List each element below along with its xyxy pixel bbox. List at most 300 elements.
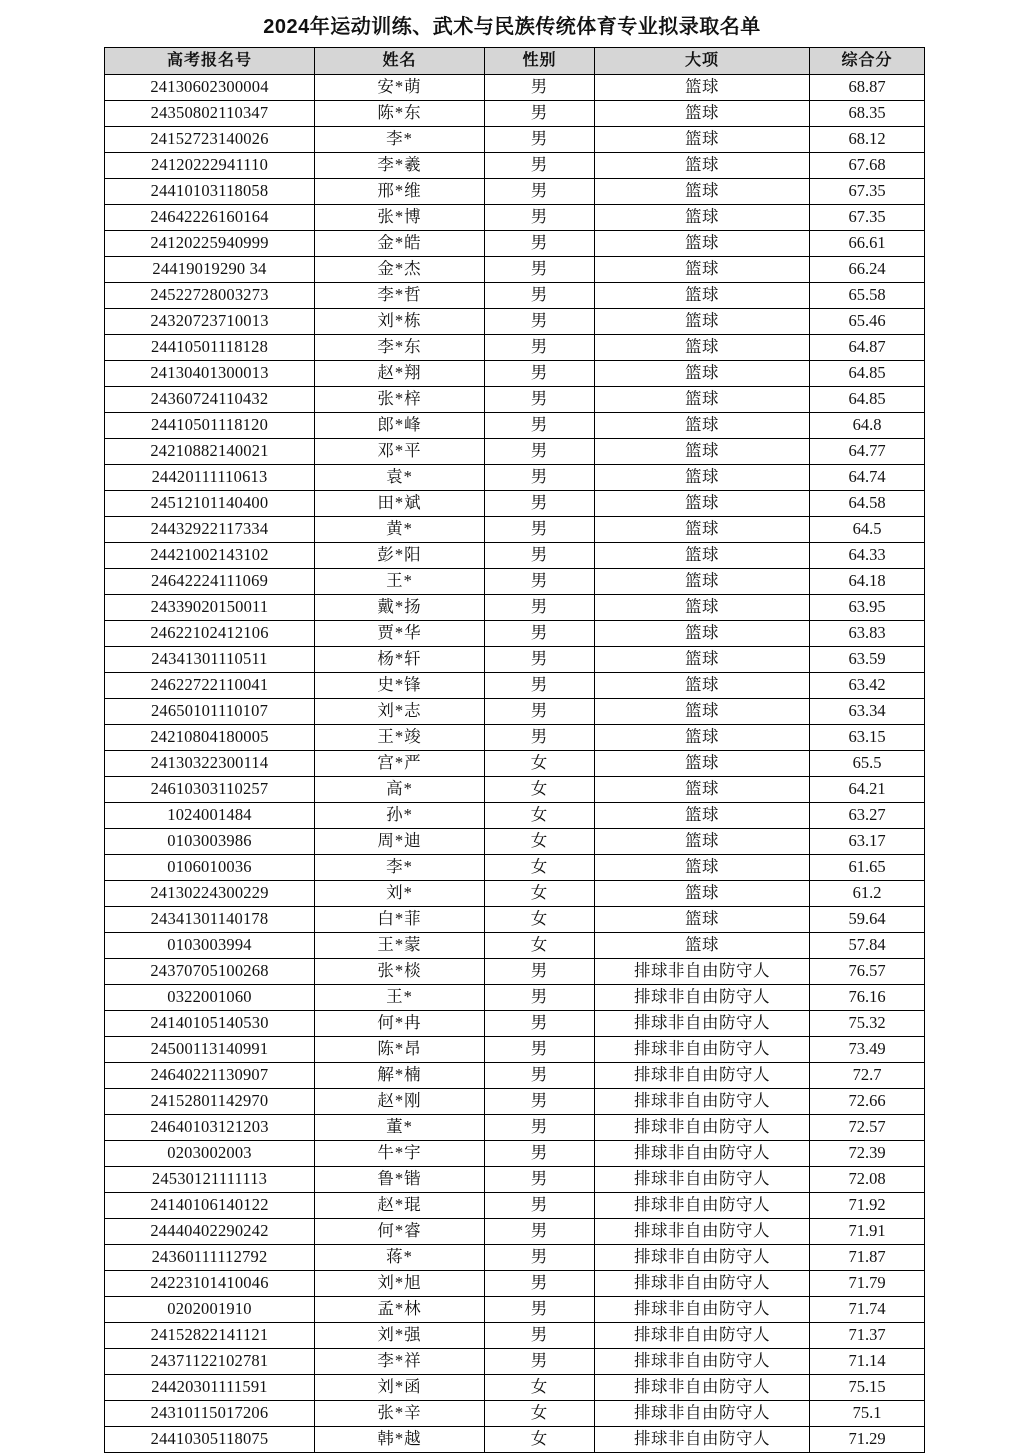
cell-exam-number: 24650101110107 bbox=[105, 699, 315, 725]
cell-event: 篮球 bbox=[595, 283, 810, 309]
cell-exam-number: 24410501118128 bbox=[105, 335, 315, 361]
cell-name: 李*东 bbox=[315, 335, 485, 361]
cell-exam-number: 24152801142970 bbox=[105, 1089, 315, 1115]
cell-gender: 男 bbox=[485, 283, 595, 309]
cell-gender: 男 bbox=[485, 699, 595, 725]
table-header-row bbox=[105, 48, 925, 75]
cell-exam-number: 24410305118075 bbox=[105, 1427, 315, 1453]
cell-score: 71.91 bbox=[810, 1219, 925, 1245]
cell-score: 66.61 bbox=[810, 231, 925, 257]
cell-exam-number: 24522728003273 bbox=[105, 283, 315, 309]
cell-event: 排球非自由防守人 bbox=[595, 1271, 810, 1297]
cell-gender: 男 bbox=[485, 179, 595, 205]
cell-gender: 男 bbox=[485, 569, 595, 595]
cell-event: 篮球 bbox=[595, 205, 810, 231]
cell-score: 71.74 bbox=[810, 1297, 925, 1323]
cell-gender: 男 bbox=[485, 647, 595, 673]
cell-event: 篮球 bbox=[595, 621, 810, 647]
table-row bbox=[105, 647, 925, 673]
cell-name: 陈*昂 bbox=[315, 1037, 485, 1063]
table-row bbox=[105, 829, 925, 855]
table-row bbox=[105, 855, 925, 881]
cell-name: 李*祥 bbox=[315, 1349, 485, 1375]
table-row bbox=[105, 1297, 925, 1323]
cell-exam-number: 24140105140530 bbox=[105, 1011, 315, 1037]
cell-event: 排球非自由防守人 bbox=[595, 1011, 810, 1037]
table-row bbox=[105, 465, 925, 491]
cell-event: 篮球 bbox=[595, 361, 810, 387]
cell-name: 张*棪 bbox=[315, 959, 485, 985]
table-row bbox=[105, 1323, 925, 1349]
cell-score: 63.34 bbox=[810, 699, 925, 725]
cell-gender: 男 bbox=[485, 1141, 595, 1167]
cell-gender: 男 bbox=[485, 1167, 595, 1193]
cell-gender: 男 bbox=[485, 1089, 595, 1115]
cell-exam-number: 24640103121203 bbox=[105, 1115, 315, 1141]
cell-gender: 女 bbox=[485, 933, 595, 959]
cell-event: 篮球 bbox=[595, 933, 810, 959]
table-row bbox=[105, 621, 925, 647]
table-row bbox=[105, 361, 925, 387]
cell-score: 72.66 bbox=[810, 1089, 925, 1115]
cell-event: 篮球 bbox=[595, 569, 810, 595]
cell-event: 篮球 bbox=[595, 387, 810, 413]
table-row bbox=[105, 179, 925, 205]
cell-name: 高* bbox=[315, 777, 485, 803]
cell-gender: 男 bbox=[485, 465, 595, 491]
cell-gender: 女 bbox=[485, 881, 595, 907]
roster-table bbox=[104, 47, 925, 1453]
cell-gender: 男 bbox=[485, 335, 595, 361]
cell-score: 64.85 bbox=[810, 387, 925, 413]
cell-exam-number: 24420301111591 bbox=[105, 1375, 315, 1401]
cell-score: 66.24 bbox=[810, 257, 925, 283]
cell-event: 篮球 bbox=[595, 647, 810, 673]
cell-name: 刘* bbox=[315, 881, 485, 907]
cell-score: 75.32 bbox=[810, 1011, 925, 1037]
cell-name: 王* bbox=[315, 985, 485, 1011]
cell-exam-number: 24420111110613 bbox=[105, 465, 315, 491]
cell-exam-number: 24370705100268 bbox=[105, 959, 315, 985]
cell-exam-number: 24341301110511 bbox=[105, 647, 315, 673]
cell-exam-number: 24642224111069 bbox=[105, 569, 315, 595]
cell-event: 篮球 bbox=[595, 257, 810, 283]
cell-score: 63.42 bbox=[810, 673, 925, 699]
table-row bbox=[105, 777, 925, 803]
table-row bbox=[105, 1115, 925, 1141]
cell-name: 张*博 bbox=[315, 205, 485, 231]
cell-name: 周*迪 bbox=[315, 829, 485, 855]
cell-exam-number: 24432922117334 bbox=[105, 517, 315, 543]
cell-event: 篮球 bbox=[595, 543, 810, 569]
table-row bbox=[105, 517, 925, 543]
cell-gender: 男 bbox=[485, 1297, 595, 1323]
cell-score: 73.49 bbox=[810, 1037, 925, 1063]
cell-exam-number: 24640221130907 bbox=[105, 1063, 315, 1089]
table-row bbox=[105, 751, 925, 777]
cell-gender: 女 bbox=[485, 907, 595, 933]
cell-gender: 女 bbox=[485, 829, 595, 855]
cell-event: 排球非自由防守人 bbox=[595, 1193, 810, 1219]
cell-score: 67.35 bbox=[810, 205, 925, 231]
cell-event: 排球非自由防守人 bbox=[595, 1375, 810, 1401]
table-row bbox=[105, 1193, 925, 1219]
cell-event: 篮球 bbox=[595, 881, 810, 907]
table-row bbox=[105, 335, 925, 361]
cell-exam-number: 0202001910 bbox=[105, 1297, 315, 1323]
table-row bbox=[105, 439, 925, 465]
cell-gender: 男 bbox=[485, 959, 595, 985]
cell-name: 孟*林 bbox=[315, 1297, 485, 1323]
cell-score: 64.21 bbox=[810, 777, 925, 803]
cell-score: 72.39 bbox=[810, 1141, 925, 1167]
cell-gender: 男 bbox=[485, 1115, 595, 1141]
table-row bbox=[105, 127, 925, 153]
cell-exam-number: 0103003986 bbox=[105, 829, 315, 855]
cell-event: 篮球 bbox=[595, 75, 810, 101]
table-row bbox=[105, 699, 925, 725]
table-row bbox=[105, 387, 925, 413]
cell-name: 金*杰 bbox=[315, 257, 485, 283]
cell-gender: 男 bbox=[485, 413, 595, 439]
cell-event: 篮球 bbox=[595, 335, 810, 361]
cell-score: 68.12 bbox=[810, 127, 925, 153]
cell-gender: 男 bbox=[485, 673, 595, 699]
cell-score: 76.57 bbox=[810, 959, 925, 985]
cell-event: 排球非自由防守人 bbox=[595, 1401, 810, 1427]
cell-name: 张*梓 bbox=[315, 387, 485, 413]
table-row bbox=[105, 907, 925, 933]
cell-score: 71.92 bbox=[810, 1193, 925, 1219]
cell-score: 64.8 bbox=[810, 413, 925, 439]
roster-table-container bbox=[0, 47, 1024, 1453]
cell-event: 篮球 bbox=[595, 595, 810, 621]
cell-event: 篮球 bbox=[595, 855, 810, 881]
cell-gender: 男 bbox=[485, 621, 595, 647]
cell-event: 篮球 bbox=[595, 127, 810, 153]
table-row bbox=[105, 959, 925, 985]
cell-exam-number: 24642226160164 bbox=[105, 205, 315, 231]
cell-gender: 男 bbox=[485, 543, 595, 569]
cell-name: 袁* bbox=[315, 465, 485, 491]
table-row bbox=[105, 1245, 925, 1271]
cell-name: 刘*志 bbox=[315, 699, 485, 725]
cell-name: 王* bbox=[315, 569, 485, 595]
cell-gender: 男 bbox=[485, 257, 595, 283]
cell-exam-number: 24310115017206 bbox=[105, 1401, 315, 1427]
cell-score: 57.84 bbox=[810, 933, 925, 959]
table-row bbox=[105, 231, 925, 257]
cell-exam-number: 24419019290 34 bbox=[105, 257, 315, 283]
cell-score: 71.87 bbox=[810, 1245, 925, 1271]
cell-name: 解*楠 bbox=[315, 1063, 485, 1089]
page-title: 2024年运动训练、武术与民族传统体育专业拟录取名单 bbox=[263, 16, 761, 38]
cell-score: 65.58 bbox=[810, 283, 925, 309]
cell-gender: 男 bbox=[485, 985, 595, 1011]
cell-gender: 男 bbox=[485, 1011, 595, 1037]
cell-gender: 男 bbox=[485, 205, 595, 231]
cell-name: 戴*扬 bbox=[315, 595, 485, 621]
cell-exam-number: 24341301140178 bbox=[105, 907, 315, 933]
cell-gender: 男 bbox=[485, 595, 595, 621]
cell-event: 篮球 bbox=[595, 907, 810, 933]
cell-event: 篮球 bbox=[595, 725, 810, 751]
table-row bbox=[105, 1037, 925, 1063]
cell-gender: 女 bbox=[485, 1427, 595, 1453]
cell-event: 排球非自由防守人 bbox=[595, 1115, 810, 1141]
cell-exam-number: 24210882140021 bbox=[105, 439, 315, 465]
cell-exam-number: 24350802110347 bbox=[105, 101, 315, 127]
cell-event: 篮球 bbox=[595, 829, 810, 855]
cell-name: 刘*栋 bbox=[315, 309, 485, 335]
cell-event: 篮球 bbox=[595, 777, 810, 803]
table-row bbox=[105, 491, 925, 517]
cell-exam-number: 24610303110257 bbox=[105, 777, 315, 803]
cell-name: 李* bbox=[315, 855, 485, 881]
cell-score: 72.57 bbox=[810, 1115, 925, 1141]
cell-exam-number: 24210804180005 bbox=[105, 725, 315, 751]
cell-name: 杨*轩 bbox=[315, 647, 485, 673]
cell-score: 71.79 bbox=[810, 1271, 925, 1297]
cell-exam-number: 24130401300013 bbox=[105, 361, 315, 387]
cell-gender: 男 bbox=[485, 1037, 595, 1063]
table-row bbox=[105, 1349, 925, 1375]
cell-exam-number: 24223101410046 bbox=[105, 1271, 315, 1297]
cell-name: 安*萌 bbox=[315, 75, 485, 101]
cell-name: 王*竣 bbox=[315, 725, 485, 751]
cell-name: 赵*刚 bbox=[315, 1089, 485, 1115]
cell-name: 宫*严 bbox=[315, 751, 485, 777]
cell-name: 韩*越 bbox=[315, 1427, 485, 1453]
cell-score: 64.87 bbox=[810, 335, 925, 361]
cell-exam-number: 0103003994 bbox=[105, 933, 315, 959]
cell-score: 68.87 bbox=[810, 75, 925, 101]
cell-name: 何*睿 bbox=[315, 1219, 485, 1245]
cell-score: 75.15 bbox=[810, 1375, 925, 1401]
table-row bbox=[105, 1011, 925, 1037]
cell-event: 排球非自由防守人 bbox=[595, 959, 810, 985]
cell-event: 排球非自由防守人 bbox=[595, 1297, 810, 1323]
cell-name: 赵*琨 bbox=[315, 1193, 485, 1219]
cell-event: 篮球 bbox=[595, 517, 810, 543]
table-row bbox=[105, 75, 925, 101]
cell-gender: 女 bbox=[485, 1401, 595, 1427]
cell-exam-number: 24130322300114 bbox=[105, 751, 315, 777]
cell-name: 李*羲 bbox=[315, 153, 485, 179]
table-row bbox=[105, 933, 925, 959]
table-row bbox=[105, 1089, 925, 1115]
cell-gender: 男 bbox=[485, 231, 595, 257]
cell-name: 彭*阳 bbox=[315, 543, 485, 569]
table-row bbox=[105, 1271, 925, 1297]
cell-exam-number: 24360111112792 bbox=[105, 1245, 315, 1271]
table-row bbox=[105, 673, 925, 699]
cell-score: 64.74 bbox=[810, 465, 925, 491]
cell-event: 篮球 bbox=[595, 101, 810, 127]
cell-score: 64.18 bbox=[810, 569, 925, 595]
table-row bbox=[105, 985, 925, 1011]
cell-name: 张*辛 bbox=[315, 1401, 485, 1427]
cell-gender: 男 bbox=[485, 309, 595, 335]
table-row bbox=[105, 803, 925, 829]
cell-gender: 男 bbox=[485, 439, 595, 465]
cell-event: 篮球 bbox=[595, 413, 810, 439]
cell-exam-number: 24140106140122 bbox=[105, 1193, 315, 1219]
cell-score: 65.5 bbox=[810, 751, 925, 777]
cell-name: 赵*翔 bbox=[315, 361, 485, 387]
cell-event: 排球非自由防守人 bbox=[595, 1037, 810, 1063]
cell-gender: 男 bbox=[485, 127, 595, 153]
cell-score: 71.29 bbox=[810, 1427, 925, 1453]
cell-name: 金*皓 bbox=[315, 231, 485, 257]
cell-exam-number: 24410103118058 bbox=[105, 179, 315, 205]
cell-gender: 男 bbox=[485, 153, 595, 179]
column-header-score: 综合分 bbox=[810, 48, 925, 75]
cell-score: 76.16 bbox=[810, 985, 925, 1011]
cell-gender: 男 bbox=[485, 1349, 595, 1375]
cell-score: 65.46 bbox=[810, 309, 925, 335]
cell-exam-number: 24410501118120 bbox=[105, 413, 315, 439]
cell-score: 61.65 bbox=[810, 855, 925, 881]
cell-event: 篮球 bbox=[595, 153, 810, 179]
cell-name: 王*蒙 bbox=[315, 933, 485, 959]
cell-name: 田*斌 bbox=[315, 491, 485, 517]
cell-exam-number: 24371122102781 bbox=[105, 1349, 315, 1375]
table-row bbox=[105, 881, 925, 907]
cell-name: 李*哲 bbox=[315, 283, 485, 309]
cell-name: 李* bbox=[315, 127, 485, 153]
cell-name: 邓*平 bbox=[315, 439, 485, 465]
cell-exam-number: 24622102412106 bbox=[105, 621, 315, 647]
cell-exam-number: 24152723140026 bbox=[105, 127, 315, 153]
cell-event: 篮球 bbox=[595, 439, 810, 465]
cell-name: 贾*华 bbox=[315, 621, 485, 647]
cell-exam-number: 24512101140400 bbox=[105, 491, 315, 517]
cell-name: 刘*强 bbox=[315, 1323, 485, 1349]
cell-name: 史*锋 bbox=[315, 673, 485, 699]
cell-score: 63.27 bbox=[810, 803, 925, 829]
cell-score: 61.2 bbox=[810, 881, 925, 907]
cell-name: 黄* bbox=[315, 517, 485, 543]
cell-gender: 男 bbox=[485, 517, 595, 543]
column-header-gender: 性别 bbox=[485, 48, 595, 75]
cell-score: 63.83 bbox=[810, 621, 925, 647]
cell-event: 排球非自由防守人 bbox=[595, 1219, 810, 1245]
column-header-exam-number: 高考报名号 bbox=[105, 48, 315, 75]
cell-score: 59.64 bbox=[810, 907, 925, 933]
table-row bbox=[105, 543, 925, 569]
cell-exam-number: 24130602300004 bbox=[105, 75, 315, 101]
cell-gender: 男 bbox=[485, 1323, 595, 1349]
table-row bbox=[105, 1167, 925, 1193]
cell-exam-number: 0322001060 bbox=[105, 985, 315, 1011]
cell-score: 71.37 bbox=[810, 1323, 925, 1349]
table-row bbox=[105, 1375, 925, 1401]
table-body bbox=[105, 75, 925, 1453]
cell-event: 排球非自由防守人 bbox=[595, 1427, 810, 1453]
cell-gender: 女 bbox=[485, 777, 595, 803]
cell-gender: 男 bbox=[485, 725, 595, 751]
table-header bbox=[105, 48, 925, 75]
cell-name: 郎*峰 bbox=[315, 413, 485, 439]
cell-gender: 男 bbox=[485, 1063, 595, 1089]
cell-event: 篮球 bbox=[595, 465, 810, 491]
cell-name: 董* bbox=[315, 1115, 485, 1141]
cell-event: 篮球 bbox=[595, 231, 810, 257]
cell-score: 64.77 bbox=[810, 439, 925, 465]
cell-name: 刘*函 bbox=[315, 1375, 485, 1401]
cell-score: 63.17 bbox=[810, 829, 925, 855]
cell-exam-number: 24622722110041 bbox=[105, 673, 315, 699]
cell-event: 排球非自由防守人 bbox=[595, 985, 810, 1011]
cell-exam-number: 24320723710013 bbox=[105, 309, 315, 335]
table-row bbox=[105, 1141, 925, 1167]
cell-exam-number: 1024001484 bbox=[105, 803, 315, 829]
cell-gender: 男 bbox=[485, 1193, 595, 1219]
cell-event: 篮球 bbox=[595, 673, 810, 699]
table-row bbox=[105, 1219, 925, 1245]
cell-gender: 男 bbox=[485, 387, 595, 413]
cell-exam-number: 24120222941110 bbox=[105, 153, 315, 179]
cell-score: 64.85 bbox=[810, 361, 925, 387]
cell-score: 72.08 bbox=[810, 1167, 925, 1193]
cell-event: 排球非自由防守人 bbox=[595, 1167, 810, 1193]
cell-name: 鲁*锴 bbox=[315, 1167, 485, 1193]
table-row bbox=[105, 1063, 925, 1089]
cell-exam-number: 24440402290242 bbox=[105, 1219, 315, 1245]
cell-event: 篮球 bbox=[595, 803, 810, 829]
cell-name: 孙* bbox=[315, 803, 485, 829]
cell-score: 72.7 bbox=[810, 1063, 925, 1089]
cell-score: 64.58 bbox=[810, 491, 925, 517]
cell-event: 排球非自由防守人 bbox=[595, 1063, 810, 1089]
cell-gender: 男 bbox=[485, 75, 595, 101]
cell-event: 排球非自由防守人 bbox=[595, 1141, 810, 1167]
cell-exam-number: 0106010036 bbox=[105, 855, 315, 881]
cell-name: 刘*旭 bbox=[315, 1271, 485, 1297]
cell-event: 排球非自由防守人 bbox=[595, 1089, 810, 1115]
cell-score: 63.15 bbox=[810, 725, 925, 751]
cell-exam-number: 24130224300229 bbox=[105, 881, 315, 907]
cell-event: 篮球 bbox=[595, 491, 810, 517]
cell-exam-number: 24360724110432 bbox=[105, 387, 315, 413]
table-row bbox=[105, 205, 925, 231]
table-row bbox=[105, 569, 925, 595]
cell-gender: 男 bbox=[485, 361, 595, 387]
cell-score: 68.35 bbox=[810, 101, 925, 127]
table-row bbox=[105, 309, 925, 335]
cell-gender: 女 bbox=[485, 855, 595, 881]
cell-exam-number: 24421002143102 bbox=[105, 543, 315, 569]
table-row bbox=[105, 1427, 925, 1453]
cell-exam-number: 24339020150011 bbox=[105, 595, 315, 621]
table-row bbox=[105, 283, 925, 309]
table-row bbox=[105, 101, 925, 127]
cell-gender: 男 bbox=[485, 491, 595, 517]
cell-score: 63.95 bbox=[810, 595, 925, 621]
cell-exam-number: 0203002003 bbox=[105, 1141, 315, 1167]
table-row bbox=[105, 153, 925, 179]
table-row bbox=[105, 257, 925, 283]
cell-gender: 女 bbox=[485, 803, 595, 829]
cell-exam-number: 24120225940999 bbox=[105, 231, 315, 257]
cell-score: 71.14 bbox=[810, 1349, 925, 1375]
cell-name: 蒋* bbox=[315, 1245, 485, 1271]
cell-event: 篮球 bbox=[595, 179, 810, 205]
cell-exam-number: 24152822141121 bbox=[105, 1323, 315, 1349]
cell-gender: 男 bbox=[485, 1245, 595, 1271]
cell-score: 67.35 bbox=[810, 179, 925, 205]
